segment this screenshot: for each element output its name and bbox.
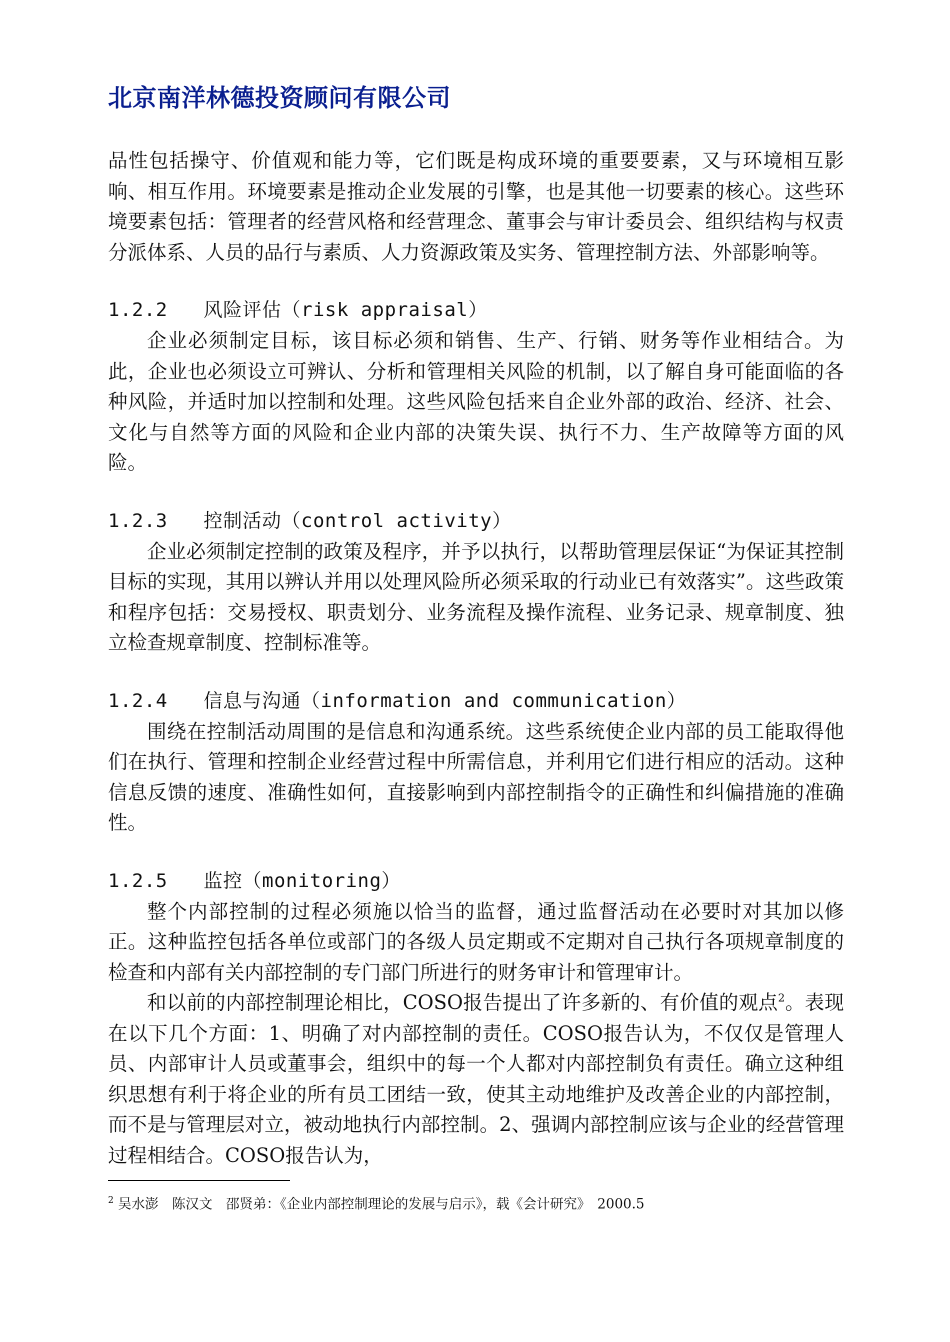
section-subtitle: （control activity） [281,509,512,532]
section-title: 监控 [203,869,243,892]
section-title: 风险评估 [203,299,282,321]
section-subtitle: （risk appraisal） [281,299,488,321]
section-heading-1-2-5 [108,866,844,897]
section-subtitle: （information and communication） [301,689,687,712]
section-paragraph-1-2-4: 围绕在控制活动周围的是信息和沟通系统。这些系统使企业内部的员工能取得他们在执行、管理和控制企业经营过程中所需信息，并利用它们进行相应的活动。这种信息反馈的速度、准确性如何，直接影响到内部控制指令的正确性和纠偏措施的准确性。 [108,719,844,834]
section-heading-1-2-3 [108,506,844,537]
section-subtitle: （monitoring） [242,869,401,892]
section-number: 1.2.4 [108,689,168,712]
footnote-reference[interactable]: 2 [777,991,785,1005]
section-title: 控制活动 [203,509,282,532]
closing-text-part-1: 和以前的内部控制理论相比，COSO报告提出了许多新的、有价值的观点 [147,991,778,1014]
section-paragraph-1-2-2: 企业必须制定目标，该目标必须和销售、生产、行销、财务等作业相结合。为此，企业也必须设立可辨认、分析和管理相关风险的机制，以了解自身可能面临的各种风险，并适时加以控制和处理。这些风险包括来自企业外部的政治、经济、社会、文化与自然等方面的风险和企业内部的决策失误、执行不力、生产故障等方面的风险。 [108,329,844,474]
section-number: 1.2.3 [108,509,168,532]
body-text [108,146,844,1171]
footnote [108,1192,868,1214]
section-title: 信息与沟通 [203,689,302,712]
footnote-text: 吴水澎 陈汉文 邵贤弟：《企业内部控制理论的发展与启示》，载《会计研究》 2000.5 [113,1196,645,1213]
footnote-divider [108,1180,290,1181]
section-paragraph-1-2-3: 企业必须制定控制的政策及程序，并予以执行，以帮助管理层保证“为保证其控制目标的实现，其用以辨认并用以处理风险所必须采取的行动业已有效落实”。这些政策和程序包括：交易授权、职责划分、业务流程及操作流程、业务记录、规章制度、独立检查规章制度、控制标准等。 [108,539,844,654]
company-header: 北京南洋林德投资顾问有限公司 [108,84,451,112]
section-heading-1-2-4 [108,686,844,717]
section-paragraph-1-2-5: 整个内部控制的过程必须施以恰当的监督，通过监督活动在必要时对其加以修正。这种监控包括各单位或部门的各级人员定期或不定期对自己执行各项规章制度的检查和内部有关内部控制的专门部门所进行的财务审计和管理审计。 [108,899,844,984]
section-heading-1-2-2 [108,295,844,326]
footnote-mark: 2 [108,1196,114,1206]
section-number: 1.2.5 [108,869,168,892]
section-number: 1.2.2 [108,299,168,321]
intro-paragraph: 品性包括操守、价值观和能力等，它们既是构成环境的重要要素，又与环境相互影响、相互作用。环境要素是推动企业发展的引擎，也是其他一切要素的核心。这些环境要素包括：管理者的经营风格和经营理念、董事会与审计委员会、组织结构与权责分派体系、人员的品行与素质、人力资源政策及实务、管理控制方法、外部影响等。 [108,149,844,264]
closing-paragraph [108,988,844,1171]
closing-text-part-2: 。表现在以下几个方面：1、明确了对内部控制的责任。COSO报告认为，不仅仅是管理人员、内部审计人员或董事会，组织中的每一个人都对内部控制负有责任。确立这种组织思想有利于将企业的所有员工团结一致，使其主动地维护及改善企业的内部控制，而不是与管理层对立，被动地执行内部控制。2、强调内部控制应该与企业的经营管理过程相结合。COSO报告认为， [108,991,844,1167]
